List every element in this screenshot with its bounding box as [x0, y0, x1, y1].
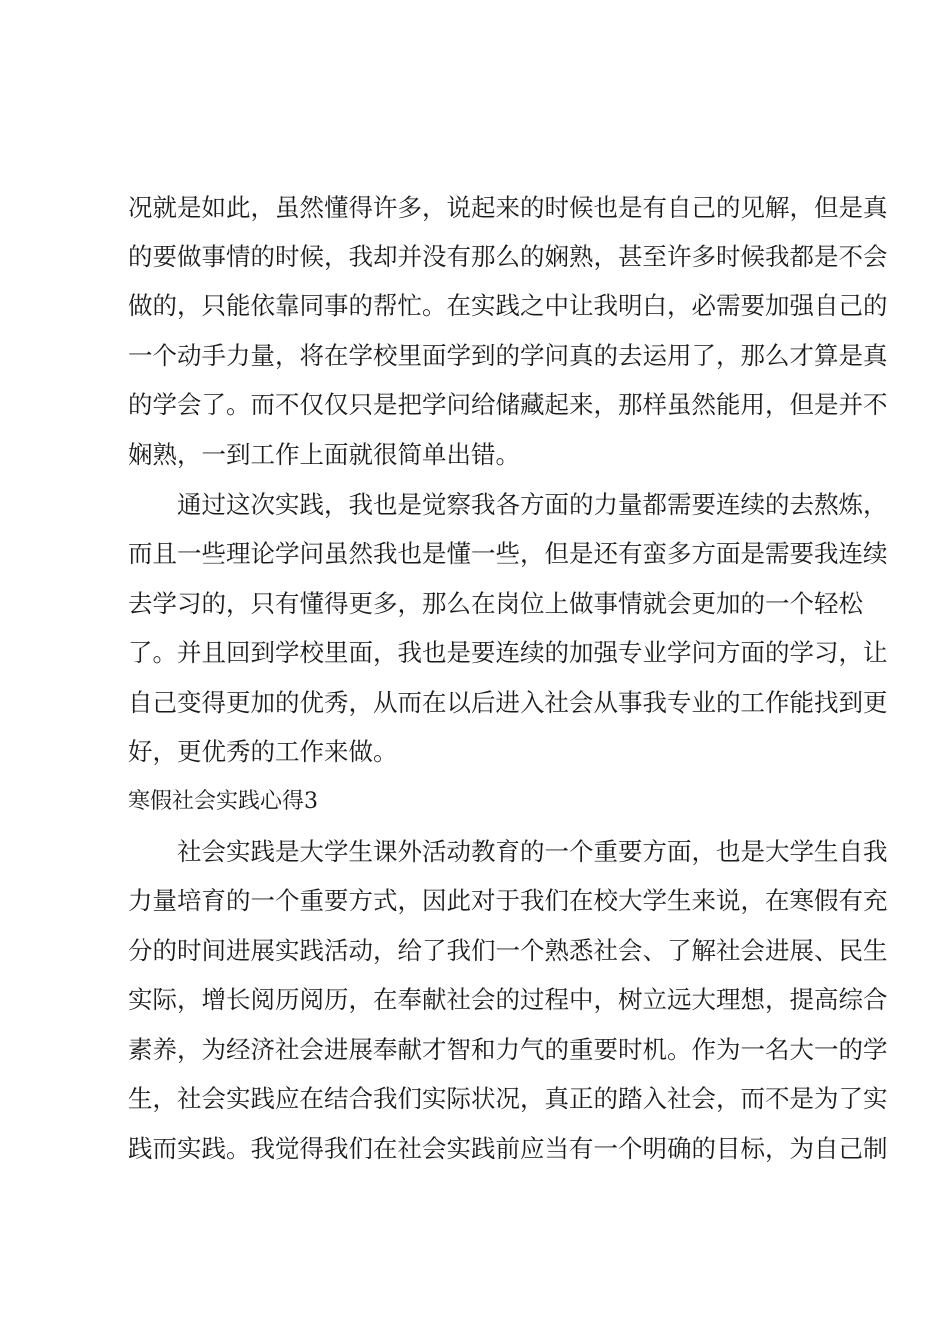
- text-line: 去学习的，只有懂得更多，那么在岗位上做事情就会更加的一个轻松: [128, 589, 863, 618]
- text-line: 况就是如此，虽然懂得许多，说起来的时候也是有自己的见解，但是真: [128, 193, 888, 222]
- text-line: 社会实践是大学生课外活动教育的一个重要方面，也是大学生自我: [177, 837, 888, 866]
- text-line: 做的，只能依靠同事的帮忙。在实践之中让我明白，必需要加强自己的: [128, 291, 888, 320]
- text-line: 而且一些理论学问虽然我也是懂一些，但是还有蛮多方面是需要我连续: [128, 539, 888, 568]
- section-heading: 寒假社会实践心得3: [128, 789, 318, 814]
- text-line: 生，社会实践应在结合我们实际状况，真正的踏入社会，而不是为了实: [128, 1084, 888, 1113]
- text-line: 一个动手力量，将在学校里面学到的学问真的去运用了，那么才算是真: [128, 341, 888, 370]
- text-line: 自己变得更加的优秀，从而在以后进入社会从事我专业的工作能找到更: [128, 688, 888, 717]
- text-line: 了。并且回到学校里面，我也是要连续的加强专业学问方面的学习，让: [128, 638, 888, 667]
- text-line: 力量培育的一个重要方式，因此对于我们在校大学生来说，在寒假有充: [128, 886, 888, 915]
- text-line: 好，更优秀的工作来做。: [128, 737, 398, 766]
- text-line: 娴熟，一到工作上面就很简单出错。: [128, 440, 520, 469]
- text-line: 实际，增长阅历阅历，在奉献社会的过程中，树立远大理想，提高综合: [128, 985, 888, 1014]
- text-line: 的学会了。而不仅仅只是把学问给储藏起来，那样虽然能用，但是并不: [128, 390, 888, 419]
- text-line: 素养，为经济社会进展奉献才智和力气的重要时机。作为一名大一的学: [128, 1035, 888, 1064]
- text-line: 分的时间进展实践活动，给了我们一个熟悉社会、了解社会进展、民生: [128, 936, 888, 965]
- text-line: 的要做事情的时候，我却并没有那么的娴熟，甚至许多时候我都是不会: [128, 242, 888, 271]
- text-line: 通过这次实践，我也是觉察我各方面的力量都需要连续的去熬炼，: [177, 490, 888, 519]
- text-line: 践而实践。我觉得我们在社会实践前应当有一个明确的目标，为自己制: [128, 1134, 888, 1163]
